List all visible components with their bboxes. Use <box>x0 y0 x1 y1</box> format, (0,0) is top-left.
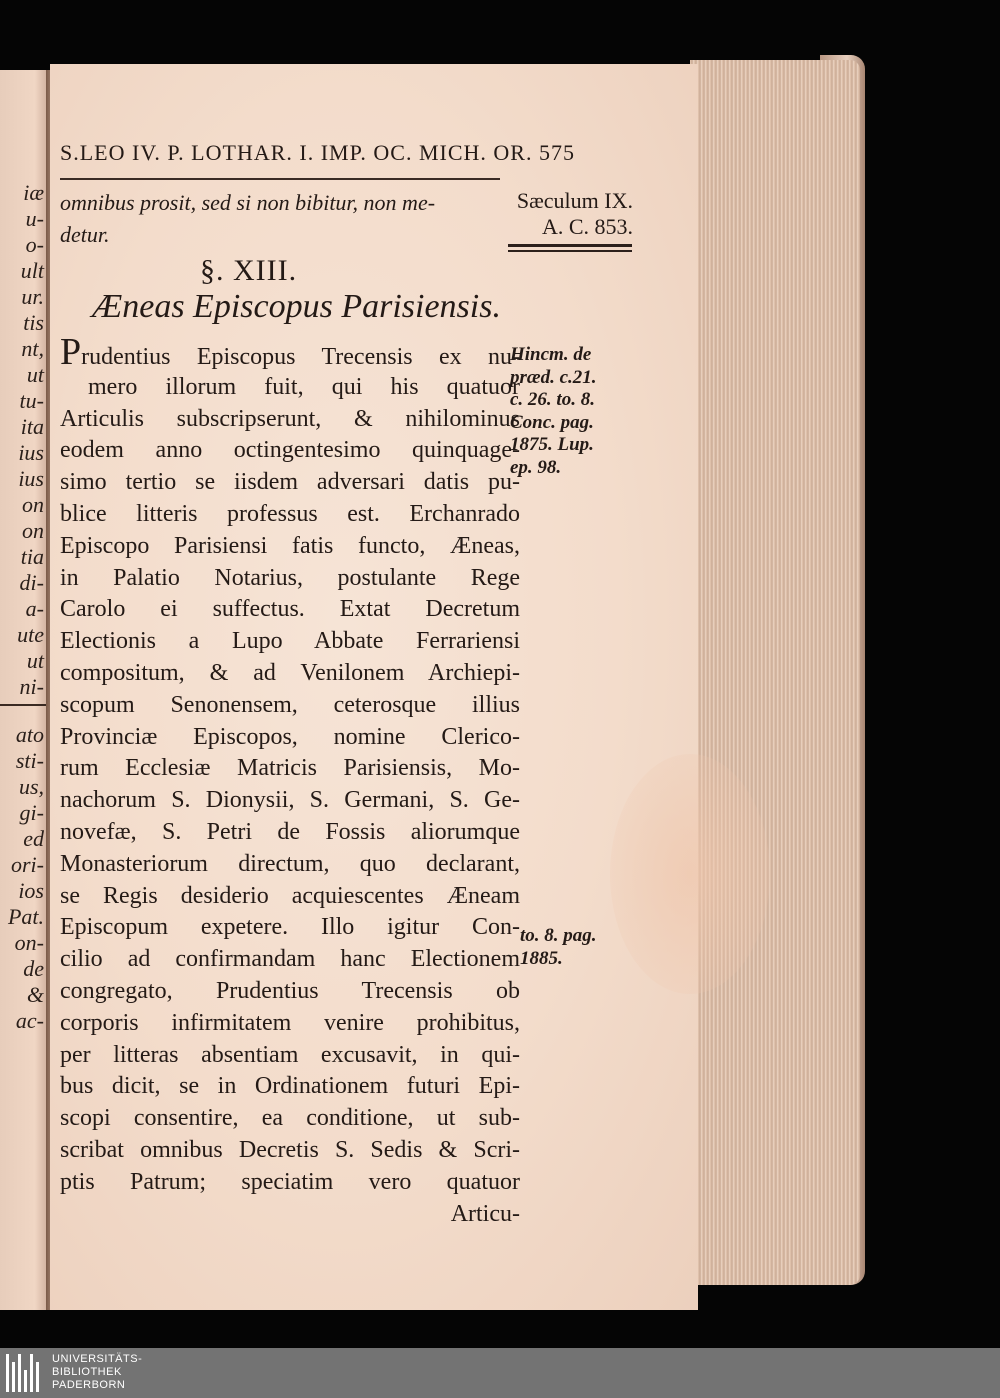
library-name-line: BIBLIOTHEK <box>52 1366 122 1378</box>
marginal-note-line: ep. 98. <box>510 456 562 478</box>
margin-rule <box>508 250 632 252</box>
body-line: scopum Senonensem, ceterosque illius <box>60 691 520 718</box>
body-line: Monasteriorum directum, quo declarant, <box>60 850 520 877</box>
previous-page-fragment: ius <box>18 440 44 465</box>
previous-page-fragment: ur. <box>21 284 44 309</box>
previous-page-fragment: ed <box>23 826 44 851</box>
marginal-note-line: præd. c.21. <box>510 366 597 388</box>
previous-page-fragment: ut <box>26 648 44 673</box>
previous-page-fragment: ita <box>20 414 44 439</box>
library-footer <box>0 1348 1000 1398</box>
previous-page-edge <box>0 70 50 1310</box>
marginal-note-line: 1875. Lup. <box>510 434 594 455</box>
body-line: rum Ecclesiæ Matricis Parisiensis, Mo- <box>60 755 520 782</box>
previous-page-fragment: on <box>22 492 44 517</box>
body-line: Articu- <box>450 1200 520 1227</box>
body-line-text: rudentius Episcopus Trecensis ex nu- <box>81 344 520 370</box>
marginal-note-line: to. 8. pag. <box>520 925 597 946</box>
body-line: Episcopo Parisiensi fatis functo, Æneas, <box>60 532 520 559</box>
previous-page-fragment: de <box>23 956 44 981</box>
previous-page-fragment: ori- <box>11 852 44 877</box>
previous-page-fragment: tis <box>23 310 44 335</box>
marginal-note-line: Hincm. de <box>510 344 592 365</box>
body-line: scribat omnibus Decretis S. Sedis & Scri- <box>60 1136 520 1163</box>
margin-era: Sæculum IX. <box>516 188 633 213</box>
previous-page-fragment: gi- <box>19 800 44 825</box>
body-line: bus dicit, se in Ordinationem futuri Epi- <box>60 1073 520 1100</box>
body-text <box>60 331 520 1230</box>
previous-page-fragment: us, <box>18 774 44 799</box>
section-title: Æneas Episcopus Parisiensis. <box>92 288 501 325</box>
previous-page-fragment: Pat. <box>7 904 44 929</box>
marginal-notes-reference-2 <box>520 925 635 970</box>
body-line: Electionis a Lupo Abbate Ferrariensi <box>60 628 520 655</box>
body-line: cilio ad confirmandam hanc Electionem <box>60 946 520 973</box>
previous-page-fragment: ius <box>18 466 44 491</box>
previous-page-fragment: & <box>26 982 44 1007</box>
previous-page-fragment: ac- <box>15 1008 44 1033</box>
body-line <box>60 331 520 373</box>
body-line: mero illorum fuit, qui his quatuor <box>88 373 520 400</box>
marginal-notes-reference <box>510 344 635 479</box>
body-line: Articulis subscripserunt, & nihilominus <box>60 405 520 432</box>
body-line: ptis Patrum; speciatim vero quatuor <box>60 1168 520 1195</box>
section-number: §. XIII. <box>200 254 298 287</box>
body-line: Provinciæ Episcopos, nomine Clerico- <box>60 723 520 750</box>
marginal-note-line: c. 26. to. 8. <box>510 389 595 410</box>
body-line: Carolo ei suffectus. Extat Decretum <box>60 596 520 623</box>
continued-line: omnibus prosit, sed si non bibitur, non me- <box>60 190 436 215</box>
margin-year: A. C. 853. <box>541 214 633 239</box>
marginal-note-line: 1885. <box>520 947 563 969</box>
previous-page-fragment: ios <box>18 878 44 903</box>
continued-line-end: detur. <box>60 222 110 247</box>
body-line: in Palatio Notarius, postulante Rege <box>60 564 520 591</box>
library-logo-icon <box>6 1354 46 1392</box>
library-name <box>52 1353 142 1392</box>
previous-page-fragment: nt, <box>21 336 44 361</box>
margin-rule <box>508 244 632 247</box>
library-name-line: PADERBORN <box>52 1379 126 1391</box>
previous-page-fragment: ato <box>15 722 44 747</box>
previous-page-fragment: o- <box>25 232 44 257</box>
previous-page-fragment: tu- <box>19 388 44 413</box>
body-line: simo tertio se iisdem adversari datis pu- <box>60 469 520 496</box>
marginal-note-line: Conc. pag. <box>510 411 594 433</box>
previous-page-fragment: ut <box>26 362 44 387</box>
previous-page-fragment: ni- <box>19 674 44 699</box>
body-line: se Regis desiderio acquiescentes Æneam <box>60 882 520 909</box>
previous-page-fragment: sti- <box>15 748 44 773</box>
previous-page-fragment: ult <box>20 258 44 283</box>
body-line: corporis infirmitatem venire prohibitus, <box>60 1009 520 1036</box>
body-line: novefæ, S. Petri de Fossis aliorumque <box>60 818 520 845</box>
library-name-line: UNIVERSITÄTS- <box>52 1353 143 1365</box>
previous-page-fragment: iæ <box>23 180 44 205</box>
previous-page-fragment: di- <box>19 570 44 595</box>
previous-page-fragment: u- <box>25 206 44 231</box>
margin-date <box>508 188 633 240</box>
body-line: eodem anno octingentesimo quinquage- <box>60 437 520 464</box>
previous-page-text-fragments <box>0 180 48 1034</box>
page-block-edges <box>690 60 860 1285</box>
previous-page-fragment: ute <box>17 622 44 647</box>
body-line: scopi consentire, ea conditione, ut sub- <box>60 1105 520 1132</box>
body-line: congregato, Prudentius Trecensis ob <box>60 977 520 1004</box>
previous-page-fragment: on <box>22 518 44 543</box>
body-line: compositum, & ad Venilonem Archiepi- <box>60 659 520 686</box>
running-head: S.LEO IV. P. LOTHAR. I. IMP. OC. MICH. OR. 575 <box>60 140 575 165</box>
previous-page-fragment: tia <box>20 544 44 569</box>
previous-page-fragment: on- <box>14 930 44 955</box>
drop-cap: P <box>60 331 82 373</box>
body-line: per litteras absentiam excusavit, in qui- <box>60 1041 520 1068</box>
previous-page-fragment <box>0 704 48 722</box>
body-line: Episcopum expetere. Illo igitur Con- <box>60 914 520 941</box>
body-line: blice litteris professus est. Erchanrado <box>60 500 520 527</box>
previous-page-fragment: a- <box>25 596 44 621</box>
body-line: nachorum S. Dionysii, S. Germani, S. Ge- <box>60 787 520 814</box>
header-rule <box>60 178 500 180</box>
